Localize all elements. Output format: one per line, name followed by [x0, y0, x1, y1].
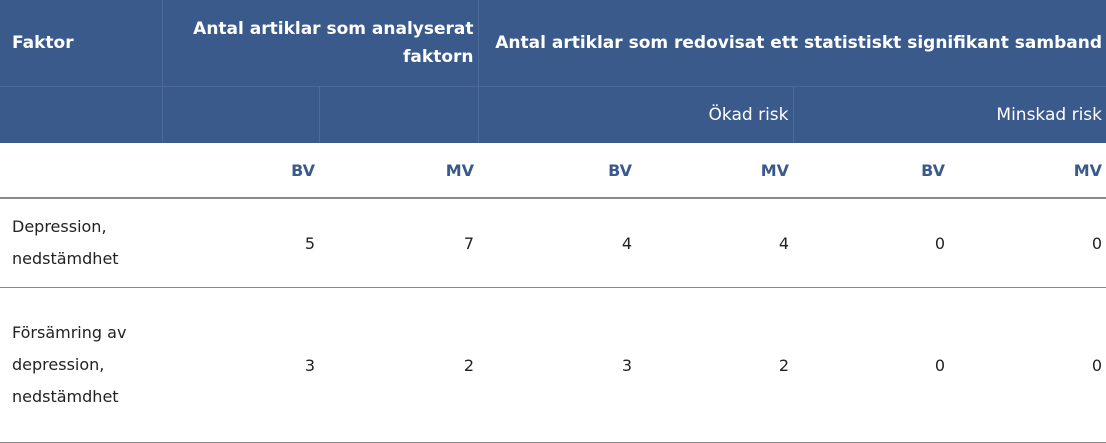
header-increased-risk: Ökad risk [478, 87, 793, 144]
subheader-empty-cell [0, 143, 162, 198]
header-row-groups [0, 0, 1106, 87]
header-row-subcolumns [0, 143, 1106, 198]
subheader-mv: MV [319, 143, 478, 198]
cell-value: 4 [636, 198, 793, 288]
subheader-mv: MV [949, 143, 1106, 198]
table-row [0, 198, 1106, 288]
header-empty-cell [319, 87, 478, 144]
cell-value: 0 [793, 198, 949, 288]
cell-value: 0 [949, 198, 1106, 288]
header-factor: Faktor [0, 0, 162, 87]
cell-value: 3 [478, 288, 636, 443]
row-factor-text: Depression, nedstämdhet [12, 217, 119, 268]
header-empty-cell [0, 87, 162, 144]
table-row [0, 288, 1106, 443]
cell-value: 4 [478, 198, 636, 288]
header-significant-group: Antal artiklar som redovisat ett statistiskt signifikant samband [478, 0, 1106, 87]
subheader-bv: BV [162, 143, 319, 198]
subheader-mv: MV [636, 143, 793, 198]
cell-value: 2 [636, 288, 793, 443]
cell-value: 2 [319, 288, 478, 443]
header-decreased-risk: Minskad risk [793, 87, 1106, 144]
subheader-bv: BV [793, 143, 949, 198]
row-factor-label [0, 198, 162, 288]
header-empty-cell [162, 87, 319, 144]
cell-value: 3 [162, 288, 319, 443]
header-analyzed-group: Antal artiklar som analyserat faktorn [162, 0, 478, 87]
row-factor-label [0, 288, 162, 443]
subheader-bv: BV [478, 143, 636, 198]
cell-value: 0 [949, 288, 1106, 443]
row-factor-text: Försämring av depression, nedstämdhet [12, 323, 127, 406]
cell-value: 5 [162, 198, 319, 288]
cell-value: 0 [793, 288, 949, 443]
cell-value: 7 [319, 198, 478, 288]
header-row-risk [0, 87, 1106, 144]
